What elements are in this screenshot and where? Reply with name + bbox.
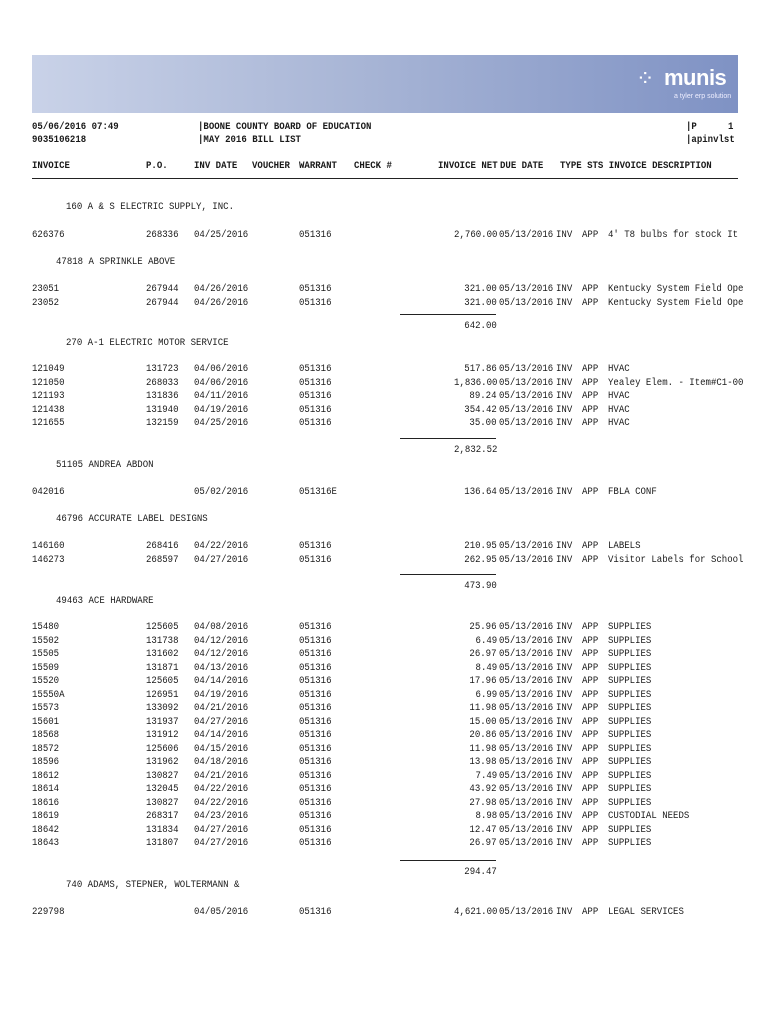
po-number: 131937 <box>146 716 179 728</box>
invoice-date: 04/21/2016 <box>194 770 249 782</box>
invoice-date: 04/23/2016 <box>194 810 249 822</box>
invoice-status: APP <box>582 229 599 241</box>
warrant-number: 051316 <box>299 363 332 375</box>
due-date: 05/13/2016 <box>499 810 554 822</box>
invoice-status: APP <box>582 486 599 498</box>
invoice-net: 8.98 <box>475 810 497 822</box>
invoice-date: 04/08/2016 <box>194 621 249 633</box>
invoice-net: 262.95 <box>464 554 497 566</box>
warrant-number: 051316 <box>299 824 332 836</box>
invoice-type: INV <box>556 689 573 701</box>
invoice-description: HVAC <box>608 404 630 416</box>
invoice-status: APP <box>582 756 599 768</box>
invoice-status: APP <box>582 810 599 822</box>
invoice-description: 4' T8 bulbs for stock It <box>608 229 739 241</box>
due-date: 05/13/2016 <box>499 297 554 309</box>
warrant-number: 051316E <box>299 486 337 498</box>
invoice-number: 18568 <box>32 729 60 741</box>
invoice-description: SUPPLIES <box>608 621 652 633</box>
invoice-net: 321.00 <box>464 283 497 295</box>
invoice-type: INV <box>556 417 573 429</box>
invoice-net: 8.49 <box>475 662 497 674</box>
warrant-number: 051316 <box>299 417 332 429</box>
po-number: 131602 <box>146 648 179 660</box>
due-date: 05/13/2016 <box>499 743 554 755</box>
po-number: 126951 <box>146 689 179 701</box>
invoice-net: 7.49 <box>475 770 497 782</box>
po-number: 131738 <box>146 635 179 647</box>
invoice-number: 18643 <box>32 837 60 849</box>
warrant-number: 051316 <box>299 756 332 768</box>
invoice-type: INV <box>556 743 573 755</box>
subtotal-rule <box>400 314 496 315</box>
warrant-number: 051316 <box>299 689 332 701</box>
header-banner <box>32 55 738 113</box>
po-number: 267944 <box>146 297 179 309</box>
col-inv-date: INV DATE <box>194 160 238 172</box>
due-date: 05/13/2016 <box>499 689 554 701</box>
warrant-number: 051316 <box>299 229 332 241</box>
invoice-date: 04/14/2016 <box>194 729 249 741</box>
due-date: 05/13/2016 <box>499 837 554 849</box>
invoice-net: 11.98 <box>469 702 497 714</box>
invoice-type: INV <box>556 486 573 498</box>
invoice-type: INV <box>556 702 573 714</box>
invoice-date: 04/13/2016 <box>194 662 249 674</box>
warrant-number: 051316 <box>299 675 332 687</box>
warrant-number: 051316 <box>299 729 332 741</box>
due-date: 05/13/2016 <box>499 554 554 566</box>
invoice-net: 89.24 <box>469 390 497 402</box>
po-number: 131807 <box>146 837 179 849</box>
po-number: 131912 <box>146 729 179 741</box>
report-title: |MAY 2016 BILL LIST <box>198 134 301 146</box>
invoice-status: APP <box>582 689 599 701</box>
invoice-net: 210.95 <box>464 540 497 552</box>
due-date: 05/13/2016 <box>499 635 554 647</box>
invoice-description: SUPPLIES <box>608 824 652 836</box>
invoice-number: 121655 <box>32 417 65 429</box>
due-date: 05/13/2016 <box>499 662 554 674</box>
invoice-type: INV <box>556 390 573 402</box>
invoice-status: APP <box>582 770 599 782</box>
invoice-date: 04/21/2016 <box>194 702 249 714</box>
invoice-description: SUPPLIES <box>608 635 652 647</box>
invoice-number: 23051 <box>32 283 60 295</box>
po-number: 130827 <box>146 770 179 782</box>
invoice-net: 26.97 <box>469 648 497 660</box>
invoice-type: INV <box>556 648 573 660</box>
invoice-description: CUSTODIAL NEEDS <box>608 810 690 822</box>
invoice-status: APP <box>582 404 599 416</box>
invoice-type: INV <box>556 729 573 741</box>
invoice-net: 43.92 <box>469 783 497 795</box>
subtotal-rule <box>400 438 496 439</box>
program-name: |apinvlst <box>686 134 735 146</box>
warrant-number: 051316 <box>299 635 332 647</box>
invoice-status: APP <box>582 662 599 674</box>
po-number: 268336 <box>146 229 179 241</box>
due-date: 05/13/2016 <box>499 770 554 782</box>
invoice-number: 121193 <box>32 390 65 402</box>
warrant-number: 051316 <box>299 283 332 295</box>
due-date: 05/13/2016 <box>499 621 554 633</box>
invoice-net: 20.86 <box>469 729 497 741</box>
invoice-date: 04/14/2016 <box>194 675 249 687</box>
invoice-number: 042016 <box>32 486 65 498</box>
invoice-description: SUPPLIES <box>608 797 652 809</box>
invoice-number: 18612 <box>32 770 60 782</box>
invoice-description: Yealey Elem. - Item#C1-00 <box>608 377 744 389</box>
invoice-date: 04/12/2016 <box>194 635 249 647</box>
page-label: |P <box>686 121 697 133</box>
vendor-name: 47818 A SPRINKLE ABOVE <box>56 256 176 268</box>
invoice-net: 517.86 <box>464 363 497 375</box>
po-number: 268416 <box>146 540 179 552</box>
invoice-description: SUPPLIES <box>608 729 652 741</box>
invoice-number: 15550A <box>32 689 65 701</box>
invoice-description: HVAC <box>608 390 630 402</box>
munis-dots-icon: ⁘ <box>636 67 655 92</box>
invoice-description: Kentucky System Field Ope <box>608 283 744 295</box>
warrant-number: 051316 <box>299 906 332 918</box>
vendor-total: 2,832.52 <box>453 444 497 456</box>
invoice-type: INV <box>556 363 573 375</box>
invoice-description: SUPPLIES <box>608 743 652 755</box>
due-date: 05/13/2016 <box>499 756 554 768</box>
invoice-status: APP <box>582 283 599 295</box>
report-id: 9035106218 <box>32 134 87 146</box>
invoice-status: APP <box>582 297 599 309</box>
due-date: 05/13/2016 <box>499 729 554 741</box>
invoice-date: 04/27/2016 <box>194 824 249 836</box>
invoice-status: APP <box>582 621 599 633</box>
invoice-net: 321.00 <box>464 297 497 309</box>
due-date: 05/13/2016 <box>499 404 554 416</box>
invoice-description: SUPPLIES <box>608 702 652 714</box>
invoice-description: SUPPLIES <box>608 770 652 782</box>
vendor-name: 49463 ACE HARDWARE <box>56 595 154 607</box>
due-date: 05/13/2016 <box>499 283 554 295</box>
col-type-sts-desc: TYPE STS INVOICE DESCRIPTION <box>560 160 712 172</box>
invoice-net: 13.98 <box>469 756 497 768</box>
vendor-name: 51105 ANDREA ABDON <box>56 459 154 471</box>
invoice-description: SUPPLIES <box>608 689 652 701</box>
warrant-number: 051316 <box>299 621 332 633</box>
munis-logo <box>634 61 732 107</box>
invoice-type: INV <box>556 797 573 809</box>
invoice-date: 04/19/2016 <box>194 689 249 701</box>
invoice-status: APP <box>582 377 599 389</box>
vendor-name: 740 ADAMS, STEPNER, WOLTERMANN & <box>66 879 240 891</box>
invoice-type: INV <box>556 783 573 795</box>
invoice-date: 04/27/2016 <box>194 716 249 728</box>
page-number: 1 <box>728 121 734 133</box>
col-voucher: VOUCHER <box>252 160 290 172</box>
invoice-number: 23052 <box>32 297 60 309</box>
invoice-number: 15505 <box>32 648 60 660</box>
invoice-type: INV <box>556 554 573 566</box>
warrant-number: 051316 <box>299 377 332 389</box>
invoice-description: FBLA CONF <box>608 486 657 498</box>
invoice-status: APP <box>582 797 599 809</box>
po-number: 131871 <box>146 662 179 674</box>
due-date: 05/13/2016 <box>499 675 554 687</box>
po-number: 132159 <box>146 417 179 429</box>
invoice-status: APP <box>582 675 599 687</box>
invoice-date: 04/11/2016 <box>194 390 249 402</box>
invoice-number: 18619 <box>32 810 60 822</box>
po-number: 268033 <box>146 377 179 389</box>
invoice-net: 11.98 <box>469 743 497 755</box>
warrant-number: 051316 <box>299 554 332 566</box>
due-date: 05/13/2016 <box>499 824 554 836</box>
due-date: 05/13/2016 <box>499 229 554 241</box>
invoice-type: INV <box>556 635 573 647</box>
due-date: 05/13/2016 <box>499 716 554 728</box>
invoice-status: APP <box>582 635 599 647</box>
po-number: 131962 <box>146 756 179 768</box>
invoice-date: 04/22/2016 <box>194 797 249 809</box>
invoice-status: APP <box>582 729 599 741</box>
warrant-number: 051316 <box>299 404 332 416</box>
po-number: 268317 <box>146 810 179 822</box>
header-rule <box>32 178 738 179</box>
due-date: 05/13/2016 <box>499 486 554 498</box>
invoice-status: APP <box>582 906 599 918</box>
invoice-status: APP <box>582 837 599 849</box>
invoice-number: 626376 <box>32 229 65 241</box>
warrant-number: 051316 <box>299 540 332 552</box>
invoice-date: 04/27/2016 <box>194 554 249 566</box>
invoice-net: 25.96 <box>469 621 497 633</box>
po-number: 131836 <box>146 390 179 402</box>
col-warrant: WARRANT <box>299 160 337 172</box>
due-date: 05/13/2016 <box>499 363 554 375</box>
col-invoice: INVOICE <box>32 160 70 172</box>
invoice-date: 04/12/2016 <box>194 648 249 660</box>
invoice-type: INV <box>556 716 573 728</box>
invoice-status: APP <box>582 716 599 728</box>
logo-tagline: a tyler erp solution <box>674 93 732 100</box>
invoice-date: 04/06/2016 <box>194 363 249 375</box>
invoice-net: 6.99 <box>475 689 497 701</box>
invoice-date: 05/02/2016 <box>194 486 249 498</box>
invoice-description: SUPPLIES <box>608 756 652 768</box>
due-date: 05/13/2016 <box>499 390 554 402</box>
vendor-total: 642.00 <box>464 320 497 332</box>
invoice-description: HVAC <box>608 363 630 375</box>
invoice-date: 04/25/2016 <box>194 417 249 429</box>
warrant-number: 051316 <box>299 797 332 809</box>
due-date: 05/13/2016 <box>499 906 554 918</box>
invoice-net: 15.00 <box>469 716 497 728</box>
invoice-number: 15601 <box>32 716 60 728</box>
due-date: 05/13/2016 <box>499 648 554 660</box>
vendor-total: 294.47 <box>464 866 497 878</box>
col-due-date: DUE DATE <box>500 160 544 172</box>
warrant-number: 051316 <box>299 783 332 795</box>
invoice-date: 04/15/2016 <box>194 743 249 755</box>
invoice-net: 136.64 <box>464 486 497 498</box>
invoice-status: APP <box>582 390 599 402</box>
invoice-net: 1,836.00 <box>453 377 497 389</box>
warrant-number: 051316 <box>299 648 332 660</box>
invoice-status: APP <box>582 417 599 429</box>
po-number: 131834 <box>146 824 179 836</box>
warrant-number: 051316 <box>299 390 332 402</box>
invoice-net: 2,760.00 <box>453 229 497 241</box>
invoice-type: INV <box>556 906 573 918</box>
invoice-type: INV <box>556 540 573 552</box>
logo-text: munis <box>664 65 727 90</box>
invoice-number: 15509 <box>32 662 60 674</box>
invoice-net: 6.49 <box>475 635 497 647</box>
invoice-number: 121049 <box>32 363 65 375</box>
invoice-net: 12.47 <box>469 824 497 836</box>
invoice-status: APP <box>582 554 599 566</box>
invoice-date: 04/26/2016 <box>194 297 249 309</box>
invoice-number: 18614 <box>32 783 60 795</box>
invoice-type: INV <box>556 377 573 389</box>
invoice-date: 04/06/2016 <box>194 377 249 389</box>
invoice-number: 18596 <box>32 756 60 768</box>
invoice-net: 17.96 <box>469 675 497 687</box>
invoice-type: INV <box>556 229 573 241</box>
invoice-date: 04/19/2016 <box>194 404 249 416</box>
due-date: 05/13/2016 <box>499 702 554 714</box>
invoice-description: Visitor Labels for School <box>608 554 744 566</box>
invoice-number: 229798 <box>32 906 65 918</box>
invoice-date: 04/05/2016 <box>194 906 249 918</box>
vendor-name: 160 A & S ELECTRIC SUPPLY, INC. <box>66 201 234 213</box>
po-number: 125605 <box>146 621 179 633</box>
invoice-date: 04/27/2016 <box>194 837 249 849</box>
po-number: 133092 <box>146 702 179 714</box>
invoice-status: APP <box>582 702 599 714</box>
invoice-number: 18616 <box>32 797 60 809</box>
invoice-status: APP <box>582 824 599 836</box>
invoice-number: 15480 <box>32 621 60 633</box>
vendor-name: 270 A-1 ELECTRIC MOTOR SERVICE <box>66 337 229 349</box>
invoice-date: 04/18/2016 <box>194 756 249 768</box>
invoice-type: INV <box>556 404 573 416</box>
invoice-date: 04/22/2016 <box>194 540 249 552</box>
invoice-number: 146160 <box>32 540 65 552</box>
invoice-number: 18642 <box>32 824 60 836</box>
org-name: |BOONE COUNTY BOARD OF EDUCATION <box>198 121 372 133</box>
warrant-number: 051316 <box>299 662 332 674</box>
po-number: 131940 <box>146 404 179 416</box>
invoice-description: LABELS <box>608 540 641 552</box>
invoice-date: 04/22/2016 <box>194 783 249 795</box>
invoice-status: APP <box>582 540 599 552</box>
invoice-type: INV <box>556 810 573 822</box>
vendor-total: 473.90 <box>464 580 497 592</box>
invoice-type: INV <box>556 297 573 309</box>
vendor-name: 46796 ACCURATE LABEL DESIGNS <box>56 513 208 525</box>
subtotal-rule <box>400 574 496 575</box>
po-number: 132045 <box>146 783 179 795</box>
invoice-type: INV <box>556 662 573 674</box>
subtotal-rule <box>400 860 496 861</box>
due-date: 05/13/2016 <box>499 797 554 809</box>
invoice-number: 15520 <box>32 675 60 687</box>
invoice-type: INV <box>556 824 573 836</box>
invoice-type: INV <box>556 283 573 295</box>
po-number: 131723 <box>146 363 179 375</box>
po-number: 130827 <box>146 797 179 809</box>
po-number: 267944 <box>146 283 179 295</box>
invoice-status: APP <box>582 648 599 660</box>
warrant-number: 051316 <box>299 716 332 728</box>
warrant-number: 051316 <box>299 837 332 849</box>
warrant-number: 051316 <box>299 297 332 309</box>
invoice-type: INV <box>556 621 573 633</box>
invoice-status: APP <box>582 743 599 755</box>
invoice-type: INV <box>556 837 573 849</box>
invoice-type: INV <box>556 756 573 768</box>
invoice-date: 04/25/2016 <box>194 229 249 241</box>
warrant-number: 051316 <box>299 770 332 782</box>
warrant-number: 051316 <box>299 743 332 755</box>
invoice-type: INV <box>556 770 573 782</box>
invoice-net: 354.42 <box>464 404 497 416</box>
po-number: 125606 <box>146 743 179 755</box>
invoice-description: SUPPLIES <box>608 837 652 849</box>
invoice-net: 4,621.00 <box>453 906 497 918</box>
due-date: 05/13/2016 <box>499 377 554 389</box>
col-check: CHECK # <box>354 160 392 172</box>
invoice-number: 18572 <box>32 743 60 755</box>
invoice-description: SUPPLIES <box>608 648 652 660</box>
invoice-number: 15502 <box>32 635 60 647</box>
invoice-date: 04/26/2016 <box>194 283 249 295</box>
invoice-status: APP <box>582 783 599 795</box>
po-number: 125605 <box>146 675 179 687</box>
invoice-type: INV <box>556 675 573 687</box>
invoice-net: 27.98 <box>469 797 497 809</box>
invoice-description: SUPPLIES <box>608 675 652 687</box>
invoice-description: Kentucky System Field Ope <box>608 297 744 309</box>
invoice-description: SUPPLIES <box>608 662 652 674</box>
report-datetime: 05/06/2016 07:49 <box>32 121 119 133</box>
col-po: P.O. <box>146 160 168 172</box>
due-date: 05/13/2016 <box>499 417 554 429</box>
invoice-description: HVAC <box>608 417 630 429</box>
col-invoice-net: INVOICE NET <box>438 160 498 172</box>
invoice-number: 121438 <box>32 404 65 416</box>
invoice-status: APP <box>582 363 599 375</box>
due-date: 05/13/2016 <box>499 783 554 795</box>
po-number: 268597 <box>146 554 179 566</box>
invoice-number: 15573 <box>32 702 60 714</box>
invoice-description: LEGAL SERVICES <box>608 906 684 918</box>
invoice-description: SUPPLIES <box>608 783 652 795</box>
invoice-number: 121050 <box>32 377 65 389</box>
invoice-net: 35.00 <box>469 417 497 429</box>
invoice-description: SUPPLIES <box>608 716 652 728</box>
warrant-number: 051316 <box>299 702 332 714</box>
warrant-number: 051316 <box>299 810 332 822</box>
invoice-number: 146273 <box>32 554 65 566</box>
due-date: 05/13/2016 <box>499 540 554 552</box>
invoice-net: 26.97 <box>469 837 497 849</box>
